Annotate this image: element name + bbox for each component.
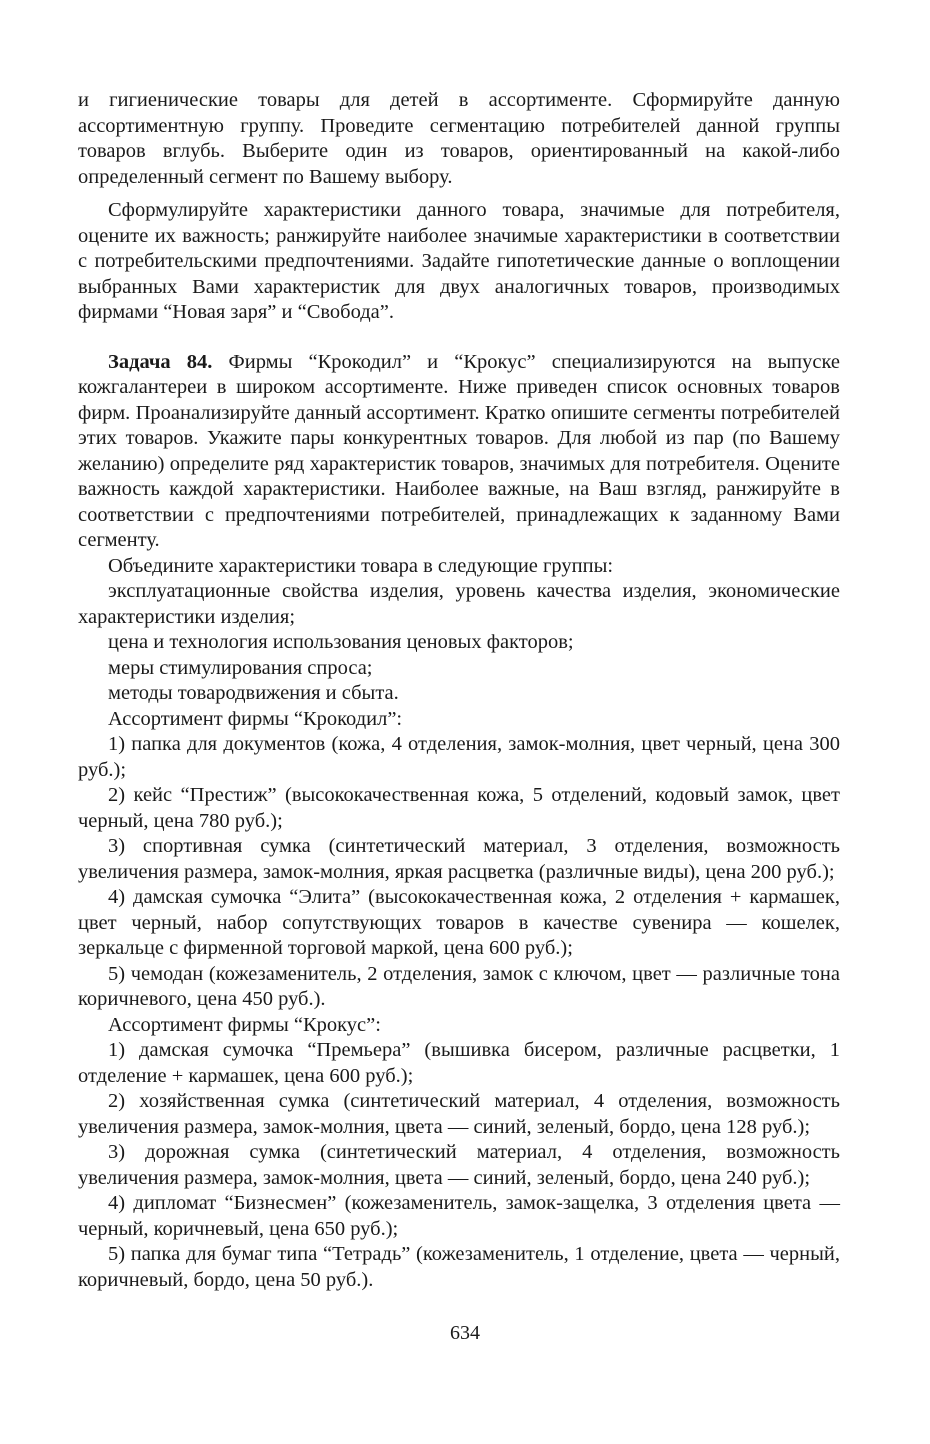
- krokodil-heading: Ассортимент фирмы “Крокодил”:: [108, 707, 403, 730]
- krokus-item-5: 5) папка для бумаг типа “Тетрадь” (кожезаменитель, 1 отделение, цвета — черный, коричневый, бордо, цена 50 руб.).: [78, 1243, 840, 1291]
- group-item-4: методы товародвижения и сбыта.: [108, 682, 399, 704]
- paragraph-continued: и гигиенические товары для детей в ассортименте. Сформируйте данную ассортиментную группу. Проведите сегментацию потребителей данной группы товаров вглубь. Выберите один из товаров, ориентированный на какой-либо определенный сегмент по Вашему выбору.: [78, 89, 840, 188]
- krokodil-item-1: 1) папка для документов (кожа, 4 отделения, замок-молния, цвет черный, цена 300 руб.);: [78, 733, 840, 781]
- krokus-heading: Ассортимент фирмы “Крокус”:: [108, 1013, 381, 1036]
- krokus-item-2: 2) хозяйственная сумка (синтетический материал, 4 отделения, возможность увеличения размера, замок-молния, цвета — синий, зеленый, бордо, цена 128 руб.);: [78, 1090, 840, 1138]
- krokus-item-3: 3) дорожная сумка (синтетический материал, 4 отделения, возможность увеличения размера, замок-молния, цвета — синий, зеленый, бордо, цена 240 руб.);: [78, 1141, 840, 1189]
- paragraph-formulate: Сформулируйте характеристики данного товара, значимые для потребителя, оцените их важность; ранжируйте наиболее значимые характеристики в соответствии с потребительскими предпочтениями. Задайте гипотетические данные о воплощении выбранных Вами характеристик для двух аналогичных товаров, производимых фирмами “Новая заря” и “Свобода”.: [78, 199, 840, 323]
- krokodil-item-2: 2) кейс “Престиж” (высококачественная кожа, 5 отделений, кодовый замок, цвет черный, цена 780 руб.);: [78, 784, 840, 832]
- group-item-2: цена и технология использования ценовых факторов;: [108, 631, 574, 653]
- page-number: 634: [450, 1322, 480, 1344]
- page-body: [78, 88, 840, 1293]
- task-84-paragraph: [78, 350, 840, 554]
- groups-intro: Объедините характеристики товара в следующие группы:: [108, 554, 614, 577]
- task-84-text: Фирмы “Крокодил” и “Крокус” специализируются на выпуске кожгалантереи в широком ассортименте. Ниже приведен список основных товаров фирм. Проанализируйте данный ассортимент. Кратко опишите сегменты потребителей этих товаров. Укажите пары конкурентных товаров. Для любой из пар (по Вашему желанию) определите ряд характеристик товаров, значимых для потребителя. Оцените важность каждой характеристики. Наиболее важные, на Ваш взгляд, ранжируйте в соответствии с предпочтениями потребителей, принадлежащих к заданному Вами сегменту.: [78, 350, 840, 551]
- task-84-label: Задача 84.: [108, 350, 213, 373]
- krokodil-item-3: 3) спортивная сумка (синтетический материал, 3 отделения, возможность увеличения размера, замок-молния, яркая расцветка (различные виды), цена 200 руб.);: [78, 835, 840, 883]
- group-item-1: эксплуатационные свойства изделия, уровень качества изделия, экономические характеристики изделия;: [78, 580, 840, 628]
- krokodil-item-5: 5) чемодан (кожезаменитель, 2 отделения, замок с ключом, цвет — различные тона коричневого, цена 450 руб.).: [78, 962, 840, 1010]
- group-item-3: меры стимулирования спроса;: [108, 656, 373, 679]
- krokus-item-1: 1) дамская сумочка “Премьера” (вышивка бисером, различные расцветки, 1 отделение + кармашек, цена 600 руб.);: [78, 1039, 840, 1087]
- krokus-item-4: 4) дипломат “Бизнесмен” (кожезаменитель, замок-защелка, 3 отделения цвета — черный, коричневый, цена 650 руб.);: [78, 1192, 840, 1240]
- krokodil-item-4: 4) дамская сумочка “Элита” (высококачественная кожа, 2 отделения + кармашек, цвет черный, набор сопутствующих товаров в качестве сувенира — кошелек, зеркальце с фирменной торговой маркой, цена 600 руб.);: [78, 886, 840, 959]
